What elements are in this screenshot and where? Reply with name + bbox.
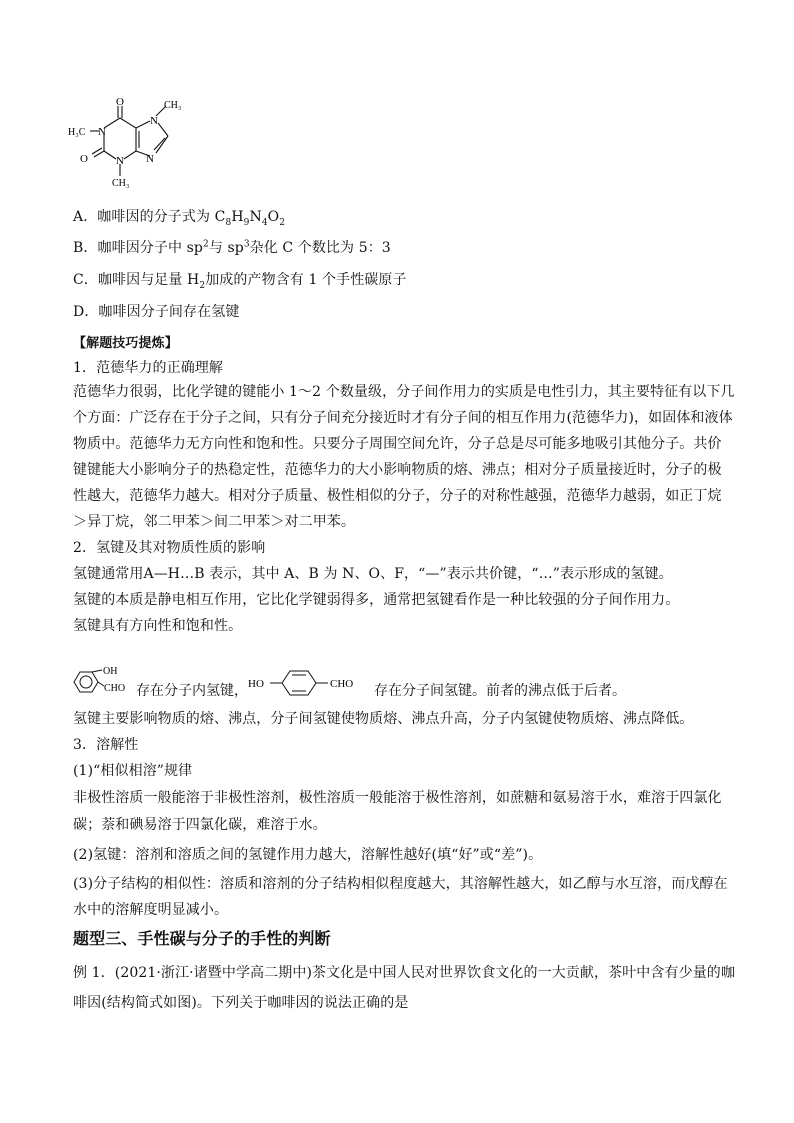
atom-n7: N (150, 115, 158, 127)
atom-n3: N (116, 155, 124, 167)
atom-n1: N (98, 126, 106, 138)
atom-ch3-n3: CH₃ (112, 178, 130, 189)
tips-s2-title: 2．氢键及其对物质性质的影响 (73, 540, 266, 556)
mol1-oh: OH (103, 666, 118, 677)
caffeine-structure (66, 96, 216, 196)
tips-s1-line: 物质中。范德华力无方向性和饱和性。只要分子周围空间允许，分子总是尽可能多地吸引其他分子。共价 (73, 436, 722, 452)
tips-s3-sub3: (3)分子结构的相似性：溶质和溶剂的分子结构相似程度越大，其溶解性越大，如乙醇与水互溶，而戊醇在 (73, 876, 728, 892)
tips-s3-sub2: (2)氢键：溶剂和溶质之间的氢键作用力越大，溶解性越好(填“好”或“差”)。 (73, 847, 543, 863)
mol2-ho: HO (248, 678, 264, 690)
tips-s1-line: 性越大，范德华力越大。相对分子质量、极性相似的分子，分子的对称性越强，范德华力越弱，如正丁烷 (73, 488, 722, 504)
tips-s1-line: ＞异丁烷，邻二甲苯＞间二甲苯＞对二甲苯。 (73, 514, 355, 530)
tips-s3-sub3: 水中的溶解度明显减小。 (73, 902, 229, 918)
atom-o-left: O (80, 153, 88, 165)
mol2-caption: 存在分子间氢键。前者的沸点低于后者。 (374, 683, 626, 699)
tips-s3-sub1: (1)“相似相溶”规律 (73, 763, 193, 779)
tips-s1-title: 1．范德华力的正确理解 (73, 360, 224, 376)
mol1-cho: CHO (104, 683, 126, 694)
tips-s1-line: 范德华力很弱，比化学键的键能小 1～2 个数量级，分子间作用力的实质是电性引力，其主要特征有以下几 (73, 384, 735, 400)
tips-s2-line: 氢键通常用A—H…B 表示，其中 A、B 为 N、O、F，“—”表示共价键，“…”表示形成的氢键。 (73, 566, 673, 582)
tips-header: 【解题技巧提炼】 (73, 336, 178, 351)
mol2-cho: CHO (330, 678, 354, 690)
mol1-caption: 存在分子内氢键， (136, 683, 248, 699)
option-a[interactable]: A．咖啡因的分子式为 $C_8H_9N_4O_2$ (73, 209, 286, 228)
tips-s3-line: 非极性溶质一般能溶于非极性溶剂，极性溶质一般能溶于极性溶剂，如蔗糖和氨易溶于水，难溶于四氯化 (73, 790, 722, 806)
atom-ch3-n1: H₃C (68, 127, 86, 138)
atom-n9: N (146, 153, 154, 165)
option-c[interactable]: C．咖啡因与足量 $H_2$加成的产物含有 1 个手性碳原子 (73, 272, 407, 291)
example-line: 啡因(结构简式如图)。下列关于咖啡因的说法正确的是 (73, 995, 409, 1011)
option-d[interactable]: D．咖啡因分子间存在氢键 (73, 304, 240, 320)
option-b[interactable]: B．咖啡因分子中 $sp^2$与 $sp^3$杂化 C 个数比为 5：3 (73, 239, 391, 256)
section-title: 题型三、手性碳与分子的手性的判断 (73, 929, 331, 948)
tips-s2-line: 氢键的本质是静电相互作用，它比化学键弱得多，通常把氢键看作是一种比较强的分子间作用力。 (73, 592, 680, 608)
salicylaldehyde-structure (70, 664, 136, 700)
tips-s2-last: 氢键主要影响物质的熔、沸点，分子间氢键使物质熔、沸点升高，分子内氢键使物质熔、沸点降低。 (73, 711, 694, 727)
example-line: 例 1．(2021·浙江·诸暨中学高二期中)茶文化是中国人民对世界饮食文化的一大贡献，茶叶中含有少量的咖 (73, 965, 736, 981)
tips-s3-line: 碳；萘和碘易溶于四氯化碳，难溶于水。 (73, 817, 327, 833)
atom-o-top: O (116, 96, 124, 108)
tips-s1-line: 键键能大小影响分子的热稳定性，范德华力的大小影响物质的熔、沸点；相对分子质量接近时，分子的极 (73, 462, 722, 478)
tips-s3-title: 3．溶解性 (73, 737, 139, 753)
tips-s2-line: 氢键具有方向性和饱和性。 (73, 618, 243, 634)
p-hydroxybenzaldehyde-structure (246, 666, 376, 700)
tips-s1-line: 个方面：广泛存在于分子之间，只有分子间充分接近时才有分子间的相互作用力(范德华力)，如固体和液体 (73, 410, 733, 426)
atom-ch3-n7: CH₃ (164, 100, 182, 111)
